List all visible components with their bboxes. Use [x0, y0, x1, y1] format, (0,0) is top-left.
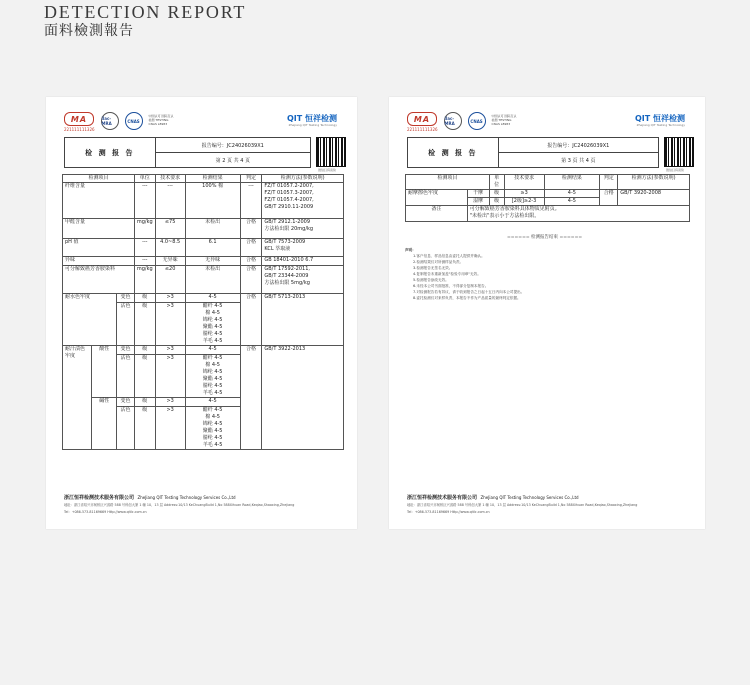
col-unit: 单位	[134, 175, 155, 183]
row-judge: 合格	[240, 239, 262, 257]
report-title: 检 测 报 告	[65, 138, 156, 167]
row-unit: 级	[489, 190, 504, 198]
footer-address: 地址：浙江省绍兴市柯桥区兴滨路 588 号科创大厦 1 幢 10、13 层 Address:10/13 KeChuangBuild 1,No 588Xihuan Road,Keqiao,Shaoxing,Zhejiang	[407, 503, 638, 507]
method-line: FZ/T 01057.4-2007,	[264, 197, 314, 203]
row-sub: 干摩	[467, 190, 489, 198]
statement-line: 2.检测结果仅对所测样品负责。	[413, 260, 464, 264]
stain-line: 腈纶 4-5	[202, 331, 223, 337]
row-judge: ---	[240, 183, 262, 219]
method-line: FZ/T 01057.3-2007,	[264, 190, 314, 196]
row-unit: 级	[134, 346, 155, 355]
col-item: 检测项目	[406, 175, 490, 190]
row-judge: 合格	[240, 257, 262, 266]
row-item: 耐水色牢度	[63, 294, 117, 346]
results-table	[62, 174, 344, 450]
row-unit: 级	[134, 355, 155, 398]
row-method	[262, 266, 344, 294]
row-method	[262, 183, 344, 219]
table-row	[63, 219, 344, 239]
col-judge: 判定	[240, 175, 262, 183]
col-req: 技术要求	[504, 175, 544, 190]
row-req: [2级]≥2-3	[504, 198, 544, 206]
row-judge: 合格	[240, 294, 262, 346]
row-sub: 变色	[117, 294, 135, 303]
col-result: 检测结果	[185, 175, 240, 183]
row-result	[185, 303, 240, 346]
footer-company-cn: 浙江恒祥检测技术服务有限公司	[407, 495, 478, 501]
table-header	[63, 175, 344, 183]
row-unit: ---	[134, 183, 155, 219]
table-row	[406, 190, 690, 198]
note-content	[467, 206, 689, 222]
stain-line: 羊毛 4-5	[202, 338, 223, 344]
note-line: 可分解致癌芳香胺染料具体物质见附页。	[469, 206, 560, 212]
report-page-2	[46, 97, 357, 529]
report-end-line: ====== 检测报告结束 ======	[507, 235, 583, 240]
report-title-block	[407, 137, 659, 168]
row-req: 4.0~8.5	[155, 239, 185, 257]
statement-line: 8.委托检测仅对来样负责，本报告不作为产品质量的最终判定依据。	[413, 296, 521, 300]
stain-line: 聚酯 4-5	[202, 428, 223, 434]
method-line: GB/T 17592-2011,	[264, 266, 311, 272]
seal-caption: 中国认可 国际互认 检测 TESTING CNAS L8983	[491, 114, 517, 126]
statement-line: 7.对检测报告若有异议，请于收到报告之日起十五日内向本公司提出。	[413, 290, 525, 294]
qr-code-icon	[664, 137, 694, 167]
row-method: GB/T 3920-2008	[618, 190, 690, 206]
stain-line: 羊毛 4-5	[202, 442, 223, 448]
qr-caption: 微信扫码查验	[318, 168, 337, 172]
report-number: 报告编号：JC24026039X1	[201, 142, 264, 149]
row-item: 耐摩擦色牢度	[406, 190, 468, 206]
row-req: >3	[155, 294, 185, 303]
row-result: 4-5	[544, 190, 600, 198]
stain-line: 腈纶 4-5	[202, 383, 223, 389]
stain-line: 羊毛 4-5	[202, 390, 223, 396]
row-sub: 沾色	[117, 355, 135, 398]
method-line: GB/T 2912.1-2009	[264, 219, 311, 225]
row-method	[262, 219, 344, 239]
row-result	[185, 407, 240, 450]
ilac-seal-icon: ilac-MRA	[444, 112, 462, 130]
qit-brand-logo: QIT 恒祥检测	[634, 114, 685, 123]
row-req: ≥3	[504, 190, 544, 198]
row-result: 4-5	[185, 346, 240, 355]
report-title: 检 测 报 告	[408, 138, 499, 167]
footer-company-cn: 浙江恒祥检测技术服务有限公司	[64, 495, 135, 501]
col-result: 检测结果	[544, 175, 600, 190]
row-result: 未检出	[185, 266, 240, 294]
method-line: FZ/T 01057.2-2007,	[264, 183, 314, 189]
page-footer	[407, 494, 689, 515]
row-req: ---	[155, 183, 185, 219]
footer-contact: Tel：+086-573-81169669 Http://www.qitlc.com.cn	[407, 510, 490, 514]
row-unit: mg/kg	[134, 266, 155, 294]
method-line: KCL 萃取液	[264, 246, 291, 252]
stain-line: 醋纤 4-5	[202, 407, 223, 413]
cert-logos	[407, 112, 518, 132]
row-sub: 碱性	[92, 398, 117, 450]
statement-line: 4.复制报告未重新加盖"检验专用章"无效。	[413, 272, 481, 276]
header-title-en: DETECTION REPORT	[44, 2, 247, 22]
footer-address: 地址：浙江省绍兴市柯桥区兴滨路 588 号科创大厦 1 幢 10、13 层 Address:10/13 KeChuangBuild 1,No 588Xihuan Road,Keqiao,Shaoxing,Zhejiang	[64, 503, 295, 507]
row-method	[262, 239, 344, 257]
row-sub: 沾色	[117, 303, 135, 346]
row-result	[185, 355, 240, 398]
row-judge: 合格	[240, 219, 262, 239]
stain-line: 醋纤 4-5	[202, 303, 223, 309]
qit-brand-sub: Zhejiang QIT Testing Technology	[288, 123, 337, 127]
table-row	[63, 257, 344, 266]
method-line: GB/T 23344-2009	[264, 273, 309, 279]
row-item: 异味	[63, 257, 135, 266]
statement-line: 1.客户信息、样品信息由委托人提供并确认。	[413, 254, 485, 258]
statement-line: 3.检测报告无签名无效。	[413, 266, 453, 270]
table-row	[63, 266, 344, 294]
row-req: >3	[155, 346, 185, 355]
method-line: GB/T 7573-2009	[264, 239, 306, 245]
row-unit: ---	[134, 257, 155, 266]
statement-line: 5.检测报告涂改无效。	[413, 278, 449, 282]
col-method: 检测方法(参数说明)	[262, 175, 344, 183]
row-result: 未检出	[185, 219, 240, 239]
method-line: GB 18401-2010 6.7	[264, 257, 314, 263]
table-header	[406, 175, 690, 190]
cert-logos	[64, 112, 175, 132]
statement-block	[405, 247, 524, 301]
cma-logo: MA	[407, 112, 437, 126]
col-req: 技术要求	[155, 175, 185, 183]
row-judge: 合格	[600, 190, 618, 206]
row-method	[262, 257, 344, 266]
row-sub: 变色	[117, 398, 135, 407]
seal-caption: 中国认可 国际互认 检测 TESTING CNAS L8983	[148, 114, 174, 126]
row-sub: 变色	[117, 346, 135, 355]
row-unit: 级	[134, 303, 155, 346]
row-item: 纤维含量	[63, 183, 135, 219]
col-unit: 单位	[489, 175, 504, 190]
row-item: 耐汗渍色牢度	[63, 346, 92, 450]
row-result: 6.1	[185, 239, 240, 257]
table-row	[63, 294, 344, 303]
row-result: 100% 棉	[185, 183, 240, 219]
ilac-seal-icon: ilac-MRA	[101, 112, 119, 130]
row-req: 无异味	[155, 257, 185, 266]
row-item: 可分解致癌芳香胺染料	[63, 266, 135, 294]
cma-logo: MA	[64, 112, 94, 126]
cma-number: 221111111326	[64, 127, 95, 132]
method-line: GB/T 2910.11-2009	[264, 204, 314, 210]
row-req: ≤75	[155, 219, 185, 239]
cnas-seal-icon: CNAS	[125, 112, 143, 130]
statement-line: 6.未经本公司书面批准，不得部分复制本报告。	[413, 284, 489, 288]
row-req: >3	[155, 398, 185, 407]
row-judge: 合格	[240, 266, 262, 294]
report-title-block	[64, 137, 311, 168]
stain-line: 棉 4-5	[205, 414, 220, 420]
col-item: 检测项目	[63, 175, 135, 183]
row-result: 4-5	[185, 294, 240, 303]
footer-contact: Tel：+086-573-81169669 Http://www.qitlc.com.cn	[64, 510, 147, 514]
qr-code-icon	[316, 137, 346, 167]
row-sub: 酸性	[92, 346, 117, 398]
note-line: "未检出"表示小于方法检出限。	[469, 213, 540, 219]
row-unit: 级	[489, 198, 504, 206]
table-row	[63, 346, 344, 355]
header-title-cn: 面料檢測報告	[44, 23, 134, 39]
row-sub: 沾色	[117, 407, 135, 450]
qr-caption: 微信扫码查验	[666, 168, 685, 172]
results-table	[405, 174, 690, 222]
row-unit: mg/kg	[134, 219, 155, 239]
qit-brand-logo: QIT 恒祥检测	[286, 114, 337, 123]
statement-title: 声明：	[405, 248, 416, 252]
qit-brand-sub: Zhejiang QIT Testing Technology	[636, 123, 685, 127]
row-result: 4-5	[185, 398, 240, 407]
stain-line: 锦纶 4-5	[202, 421, 223, 427]
stain-line: 锦纶 4-5	[202, 369, 223, 375]
report-page-3	[389, 97, 705, 529]
row-req: ≤20	[155, 266, 185, 294]
row-item: 甲醛含量	[63, 219, 135, 239]
stain-line: 棉 4-5	[205, 310, 220, 316]
stain-line: 聚酯 4-5	[202, 324, 223, 330]
note-label: 备注	[406, 206, 468, 222]
page-number: 第 2 页 共 4 页	[156, 152, 310, 167]
footer-company-en: ZheJiang QIT Testing Technology Services Co.,Ltd	[480, 495, 579, 500]
row-item: pH 值	[63, 239, 135, 257]
col-method: 检测方法(参数说明)	[618, 175, 690, 190]
row-req: >3	[155, 407, 185, 450]
stain-line: 聚酯 4-5	[202, 376, 223, 382]
stain-line: 腈纶 4-5	[202, 435, 223, 441]
stain-line: 锦纶 4-5	[202, 317, 223, 323]
method-line: 方法检出限 20mg/kg	[264, 226, 314, 232]
row-result: 4-5	[544, 198, 600, 206]
page-footer	[64, 494, 341, 515]
col-judge: 判定	[600, 175, 618, 190]
stain-line: 醋纤 4-5	[202, 355, 223, 361]
row-method: GB/T 3922-2013	[262, 346, 344, 450]
row-req: >3	[155, 355, 185, 398]
row-unit: ---	[134, 239, 155, 257]
page-number: 第 3 页 共 4 页	[499, 152, 658, 167]
method-line: 方法检出限 5mg/kg	[264, 280, 310, 286]
table-row	[63, 239, 344, 257]
row-result: 无异味	[185, 257, 240, 266]
cnas-seal-icon: CNAS	[468, 112, 486, 130]
row-unit: 级	[134, 398, 155, 407]
footer-company-en: ZheJiang QIT Testing Technology Services Co.,Ltd	[137, 495, 236, 500]
row-method: GB/T 5713-2013	[262, 294, 344, 346]
table-row	[63, 183, 344, 219]
row-req: >3	[155, 303, 185, 346]
table-row	[406, 206, 690, 222]
row-judge: 合格	[240, 346, 262, 450]
report-number: 报告编号：JC24026039X1	[547, 142, 610, 149]
stain-line: 棉 4-5	[205, 362, 220, 368]
cma-number: 221111111326	[407, 127, 438, 132]
row-sub: 湿摩	[467, 198, 489, 206]
row-unit: 级	[134, 407, 155, 450]
row-unit: 级	[134, 294, 155, 303]
